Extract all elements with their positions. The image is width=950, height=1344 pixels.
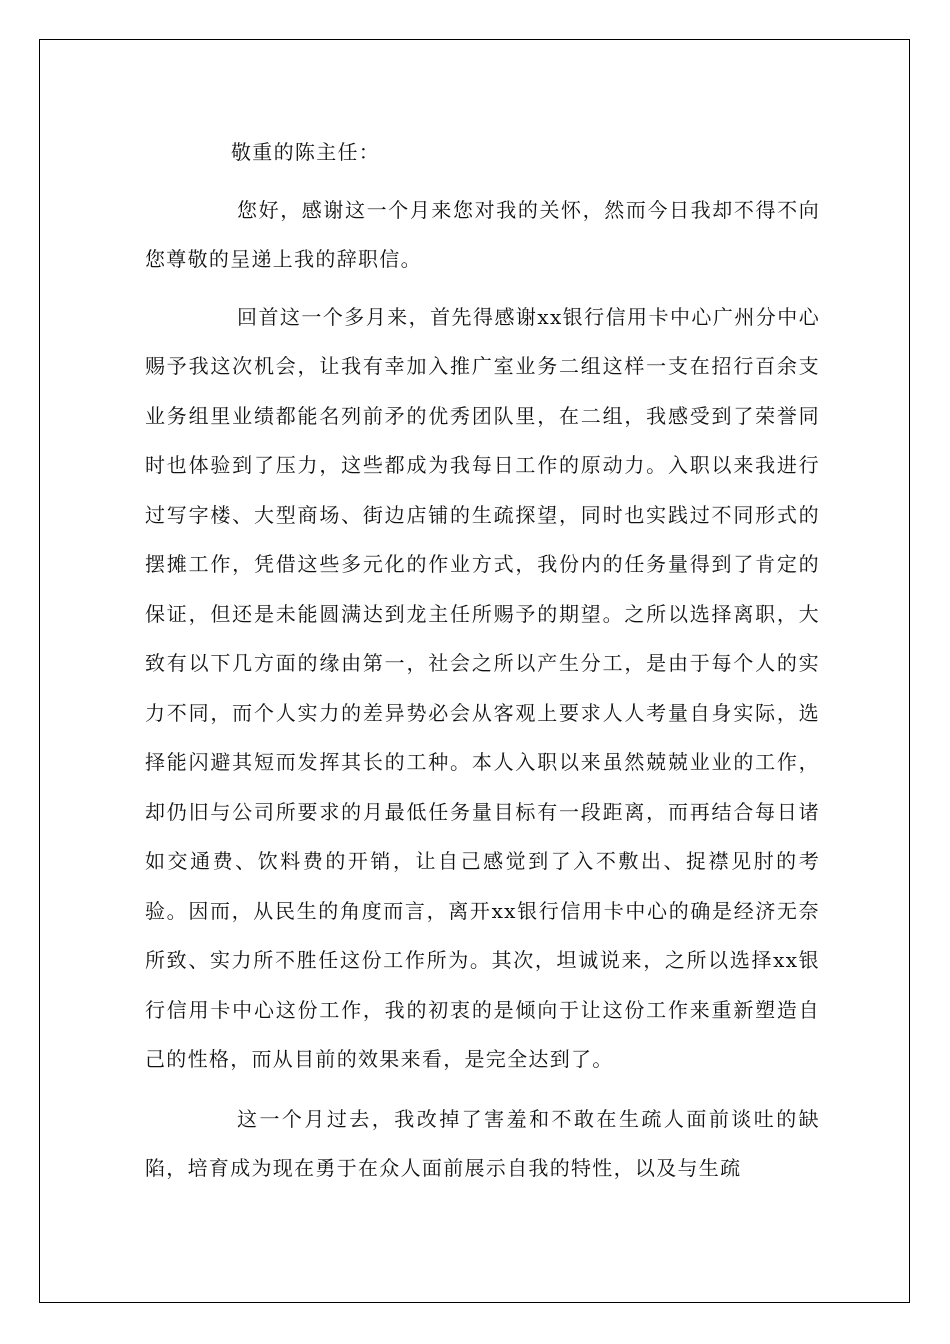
salutation: 敬重的陈主任： [231, 140, 381, 164]
paragraph-reasons: 回首这一个多月来，首先得感谢xx银行信用卡中心广州分中心赐予我这次机会，让我有幸加入推广室业务二组这样一支在招行百余支业务组里业绩都能名列前矛的优秀团队里，在二组，我感受到了荣誉同时也体验到了压力，这些都成为我每日工作的原动力。入职以来我进行过写字楼、大型商场、街边店铺的生疏探望，同时也实践过不同形式的摆摊工作，凭借这些多元化的作业方式，我份内的任务量得到了肯定的保证，但还是未能圆满达到龙主任所赐予的期望。之所以选择离职，大致有以下几方面的缘由第一，社会之所以产生分工，是由于每个人的实力不同，而个人实力的差异势必会从客观上要求人人考量自身实际，选择能闪避其短而发挥其长的工种。本人入职以来虽然兢兢业业的工作，却仍旧与公司所要求的月最低任务量目标有一段距离，而再结合每日诸如交通费、饮料费的开销，让自己感觉到了入不敷出、捉襟见肘的考验。因而，从民生的角度而言，离开xx银行信用卡中心的确是经济无奈所致、实力所不胜任这份工作所为。其次，坦诚说来，之所以选择xx银行信用卡中心这份工作，我的初衷的是倾向于让这份工作来重新塑造自己的性格，而从目前的效果来看，是完全达到了。 [145, 304, 820, 1071]
resignation-letter [145, 128, 820, 1194]
paragraph-growth: 这一个月过去，我改掉了害羞和不敢在生疏人面前谈吐的缺陷，培育成为现在勇于在众人面前展示自我的特性，以及与生疏 [145, 1106, 820, 1180]
paragraph-greeting: 您好，感谢这一个月来您对我的关怀，然而今日我却不得不向您尊敬的呈递上我的辞职信。 [145, 197, 820, 271]
